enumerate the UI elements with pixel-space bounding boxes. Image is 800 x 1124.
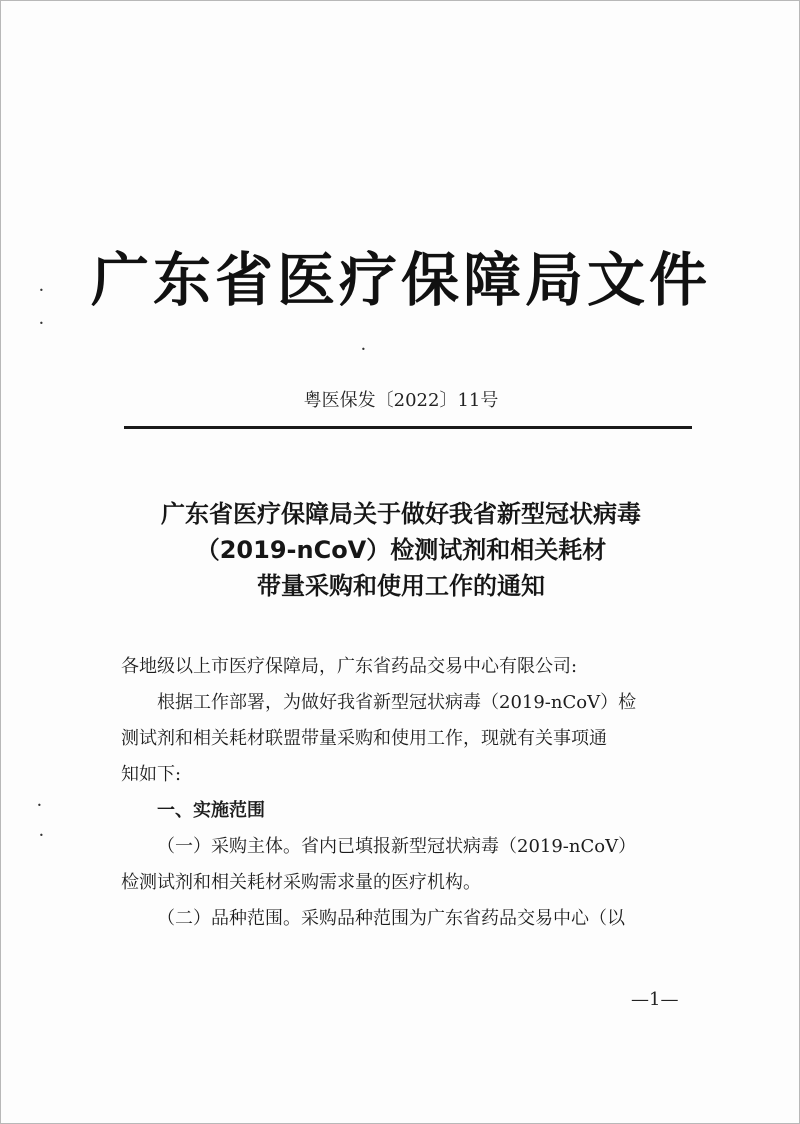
scan-speck: • — [39, 831, 44, 840]
scan-speck: • — [361, 345, 366, 354]
page-number: —1— — [631, 989, 679, 1010]
body-paragraph-line: （二）品种范围。采购品种范围为广东省药品交易中心（以 — [157, 908, 625, 929]
document-body — [121, 649, 706, 937]
document-masthead: 广东省医疗保障局文件 — [90, 246, 711, 314]
salutation: 各地级以上市医疗保障局，广东省药品交易中心有限公司: — [121, 656, 578, 677]
document-number: 粤医保发〔2022〕11号 — [303, 390, 499, 411]
scan-speck: • — [39, 319, 44, 328]
body-paragraph-line: 测试剂和相关耗材联盟带量采购和使用工作，现就有关事项通 — [121, 728, 607, 749]
title-line: （2019-nCoV）检测试剂和相关耗材 — [195, 536, 607, 564]
header-divider — [124, 426, 692, 429]
body-paragraph-line: 检测试剂和相关耗材采购需求量的医疗机构。 — [121, 872, 481, 893]
body-paragraph-line: 根据工作部署，为做好我省新型冠状病毒（2019-nCoV）检 — [157, 692, 637, 713]
scan-speck: • — [37, 801, 42, 810]
title-line: 带量采购和使用工作的通知 — [257, 572, 545, 600]
body-paragraph-line: 知如下: — [121, 764, 182, 785]
body-paragraph-line: （一）采购主体。省内已填报新型冠状病毒（2019-nCoV） — [157, 836, 637, 857]
scan-speck: • — [39, 286, 44, 295]
section-heading: 一、实施范围 — [157, 800, 265, 821]
title-line: 广东省医疗保障局关于做好我省新型冠状病毒 — [161, 500, 641, 528]
document-title — [1, 496, 800, 604]
